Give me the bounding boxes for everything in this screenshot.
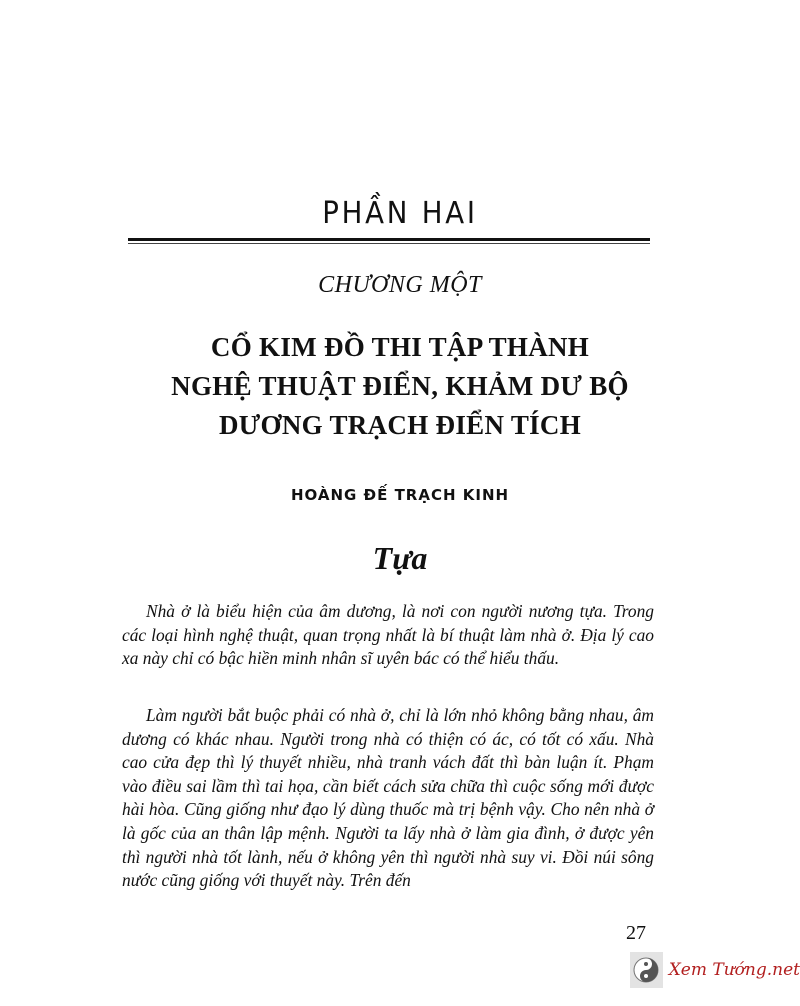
chapter-title-line-2: NGHỆ THUẬT ĐIỂN, KHẢM DƯ BỘ: [171, 371, 629, 401]
yin-yang-icon: [630, 952, 663, 988]
preface-title: Tựa: [372, 540, 428, 576]
watermark-text: Xem Tướng.net: [668, 960, 800, 980]
chapter-title-line-3: DƯƠNG TRẠCH ĐIỂN TÍCH: [218, 410, 582, 440]
paragraph-1: Nhà ở là biểu hiện của âm dương, là nơi con người nương tựa. Trong các loại hình nghệ thuật, quan trọng nhất là bí thuật làm nhà ở. Địa lý cao xa này chỉ có bậc hiền minh nhân sĩ uyên bác có thể hiểu thấu.: [122, 601, 654, 669]
chapter-title-line-1: CỔ KIM ĐỒ THI TẬP THÀNH: [210, 332, 590, 362]
paragraph-2: Làm người bắt buộc phải có nhà ở, chỉ là lớn nhỏ không bằng nhau, âm dương có khác nhau. Người trong nhà có thiện có ác, có tốt có xấu. Nhà cao cửa đẹp thì lý thuyết nhiều, nhà tranh vách đất thì bàn luận ít. Phạm vào điều sai lầm thì tai họa, cần biết cách sửa chữa thì cuộc sống mới được hài hòa. Cũng giống như đạo lý dùng thuốc mà trị bệnh vậy. Cho nên nhà ở là gốc của an thân lập mệnh. Người ta lấy nhà ở làm gia đình, ở được yên thì người nhà tốt lành, nếu ở không yên thì người nhà suy vi. Đồi núi sông nước cũng giống với thuyết này. Trên đến: [122, 705, 654, 891]
part-title: PHẦN HAI: [322, 196, 478, 231]
watermark: [630, 950, 800, 990]
chapter-label: CHƯƠNG MỘT: [318, 272, 482, 298]
title-rule-thin: [128, 243, 650, 244]
page-number: 27: [626, 922, 646, 944]
title-rule-thick: [128, 238, 650, 241]
section-title: HOÀNG ĐẾ TRẠCH KINH: [290, 486, 510, 504]
